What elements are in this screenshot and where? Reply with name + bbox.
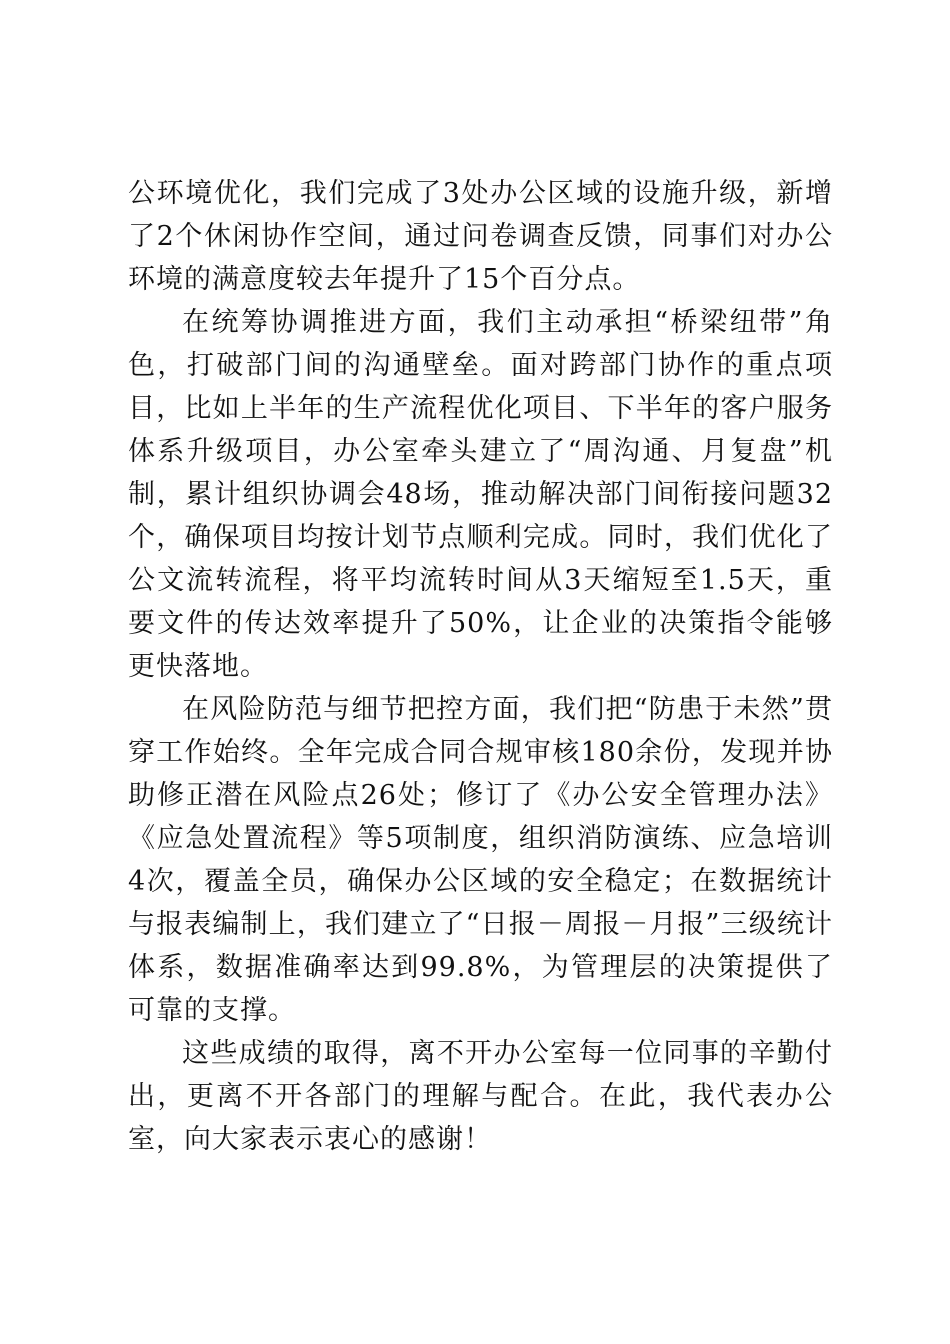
document-body — [128, 172, 833, 1161]
paragraph-risk-prevention: 在风险防范与细节把控方面，我们把“防患于未然”贯穿工作始终。全年完成合同合规审核180余份，发现并协助修正潜在风险点26处；修订了《办公安全管理办法》《应急处置流程》等5项制度，组织消防演练、应急培训4次，覆盖全员，确保办公区域的安全稳定；在数据统计与报表编制上，我们建立了“日报－周报－月报”三级统计体系，数据准确率达到99.8%，为管理层的决策提供了可靠的支撑。 — [128, 694, 833, 1026]
paragraph-continuation: 公环境优化，我们完成了3处办公区域的设施升级，新增了2个休闲协作空间，通过问卷调查反馈，同事们对办公环境的满意度较去年提升了15个百分点。 — [128, 178, 833, 295]
paragraph-thanks: 这些成绩的取得，离不开办公室每一位同事的辛勤付出，更离不开各部门的理解与配合。在此，我代表办公室，向大家表示衷心的感谢！ — [128, 1038, 833, 1155]
paragraph-coordination: 在统筹协调推进方面，我们主动承担“桥梁纽带”角色，打破部门间的沟通壁垒。面对跨部门协作的重点项目，比如上半年的生产流程优化项目、下半年的客户服务体系升级项目，办公室牵头建立了“周沟通、月复盘”机制，累计组织协调会48场，推动解决部门间衔接问题32个，确保项目均按计划节点顺利完成。同时，我们优化了公文流转流程，将平均流转时间从3天缩短至1.5天，重要文件的传达效率提升了50%，让企业的决策指令能够更快落地。 — [128, 307, 833, 682]
